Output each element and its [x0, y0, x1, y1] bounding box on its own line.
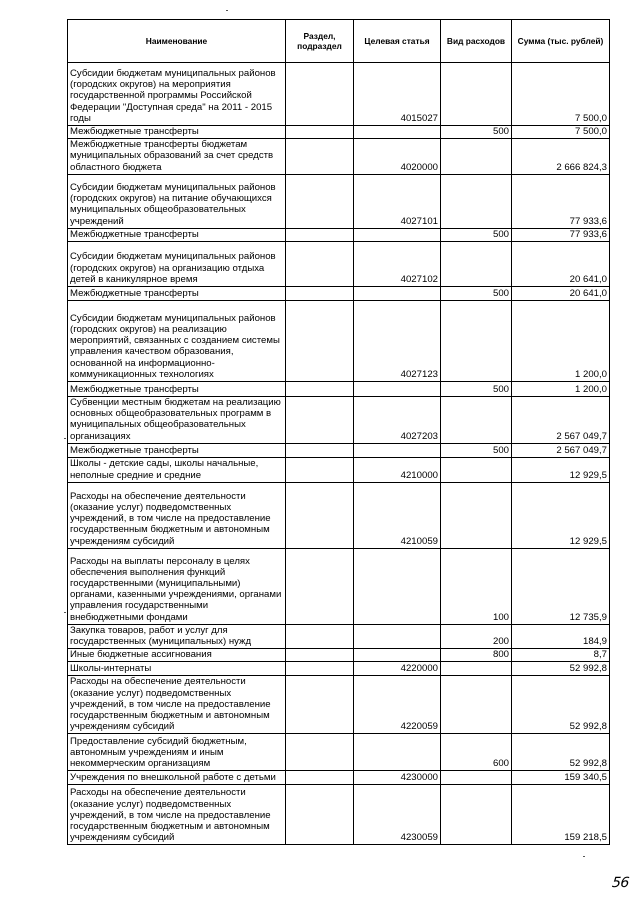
cell-section: [286, 443, 354, 457]
cell-section: [286, 228, 354, 241]
header-sum: Сумма (тыс. рублей): [512, 20, 610, 63]
cell-name: Межбюджетные трансферты: [68, 443, 286, 457]
cell-name: Расходы на обеспечение деятельности (оказание услуг) подведомственных учреждений, в том числе на предоставление государственным бюджетным и автономным учреждениям субсидий: [68, 785, 286, 845]
cell-target: [354, 548, 441, 624]
cell-kind: [441, 482, 512, 548]
cell-sum: 7 500,0: [512, 126, 610, 139]
cell-kind: [441, 63, 512, 126]
table-row: [68, 397, 610, 444]
table-row: [68, 662, 610, 676]
cell-sum: 1 200,0: [512, 382, 610, 397]
table-row: [68, 457, 610, 482]
cell-section: [286, 649, 354, 662]
cell-section: [286, 785, 354, 845]
cell-name: Межбюджетные трансферты бюджетам муниципальных образований за счет средств областного бюджета: [68, 139, 286, 175]
cell-target: 4230059: [354, 785, 441, 845]
table-row: [68, 63, 610, 126]
cell-sum: 2 666 824,3: [512, 139, 610, 175]
cell-target: [354, 443, 441, 457]
cell-name: Межбюджетные трансферты: [68, 228, 286, 241]
table-row: [68, 649, 610, 662]
cell-section: [286, 126, 354, 139]
cell-sum: 12 929,5: [512, 482, 610, 548]
cell-section: [286, 301, 354, 382]
cell-target: 4230000: [354, 771, 441, 785]
cell-target: 4027203: [354, 397, 441, 444]
cell-target: [354, 228, 441, 241]
cell-kind: [441, 662, 512, 676]
cell-section: [286, 397, 354, 444]
cell-sum: 159 218,5: [512, 785, 610, 845]
header-section: Раздел, подраздел: [286, 20, 354, 63]
cell-kind: [441, 457, 512, 482]
cell-name: Субсидии бюджетам муниципальных районов (городских округов) на организацию отдыха детей в каникулярное время: [68, 242, 286, 287]
cell-kind: 100: [441, 548, 512, 624]
cell-target: [354, 649, 441, 662]
cell-section: [286, 63, 354, 126]
table-row: [68, 287, 610, 301]
table-row: [68, 126, 610, 139]
cell-name: Субсидии бюджетам муниципальных районов (городских округов) на мероприятия государственной программы Российской Федерации "Доступная среда" на 2011 - 2015 годы: [68, 63, 286, 126]
cell-kind: 200: [441, 624, 512, 648]
cell-target: [354, 287, 441, 301]
cell-section: [286, 242, 354, 287]
cell-sum: 52 992,8: [512, 662, 610, 676]
table-row: [68, 382, 610, 397]
cell-name: Межбюджетные трансферты: [68, 382, 286, 397]
cell-target: [354, 126, 441, 139]
cell-kind: 500: [441, 382, 512, 397]
scan-speck: [64, 612, 66, 613]
cell-section: [286, 662, 354, 676]
cell-section: [286, 287, 354, 301]
cell-sum: 77 933,6: [512, 174, 610, 228]
cell-sum: 7 500,0: [512, 63, 610, 126]
cell-target: [354, 382, 441, 397]
cell-name: Межбюджетные трансферты: [68, 126, 286, 139]
cell-kind: [441, 676, 512, 734]
cell-kind: 500: [441, 228, 512, 241]
cell-section: [286, 771, 354, 785]
cell-target: 4210059: [354, 482, 441, 548]
scan-speck: [583, 856, 585, 857]
cell-target: 4220000: [354, 662, 441, 676]
cell-name: Субсидии бюджетам муниципальных районов (городских округов) на реализацию мероприятий, связанных с созданием системы управления качеством образования, основанной на информационно-коммуникационных технологиях: [68, 301, 286, 382]
cell-section: [286, 734, 354, 771]
cell-sum: 184,9: [512, 624, 610, 648]
cell-name: Расходы на обеспечение деятельности (оказание услуг) подведомственных учреждений, в том числе на предоставление государственным бюджетным и автономным учреждениям субсидий: [68, 482, 286, 548]
table-row: [68, 676, 610, 734]
cell-name: Расходы на выплаты персоналу в целях обеспечения выполнения функций государственными (муниципальными) органами, казенными учреждениями, органами управления государственными внебюджетными фондами: [68, 548, 286, 624]
cell-sum: 12 929,5: [512, 457, 610, 482]
cell-kind: [441, 785, 512, 845]
table-row: [68, 139, 610, 175]
cell-section: [286, 548, 354, 624]
table-row: [68, 174, 610, 228]
cell-kind: 500: [441, 287, 512, 301]
cell-kind: [441, 301, 512, 382]
cell-kind: [441, 174, 512, 228]
cell-kind: [441, 397, 512, 444]
cell-sum: 1 200,0: [512, 301, 610, 382]
cell-name: Субвенции местным бюджетам на реализацию основных общеобразовательных программ в муниципальных общеобразовательных организациях: [68, 397, 286, 444]
header-kind: Вид расходов: [441, 20, 512, 63]
cell-sum: 20 641,0: [512, 287, 610, 301]
table-row: [68, 771, 610, 785]
table-row: [68, 443, 610, 457]
cell-sum: 52 992,8: [512, 734, 610, 771]
cell-name: Предоставление субсидий бюджетным, автономным учреждениям и иным некоммерческим организациям: [68, 734, 286, 771]
cell-section: [286, 624, 354, 648]
header-name: Наименование: [68, 20, 286, 63]
cell-name: Закупка товаров, работ и услуг для государственных (муниципальных) нужд: [68, 624, 286, 648]
cell-target: 4210000: [354, 457, 441, 482]
cell-sum: 77 933,6: [512, 228, 610, 241]
cell-section: [286, 457, 354, 482]
cell-section: [286, 174, 354, 228]
cell-target: [354, 734, 441, 771]
table-row: [68, 482, 610, 548]
table-row: [68, 785, 610, 845]
cell-target: 4027102: [354, 242, 441, 287]
cell-name: Расходы на обеспечение деятельности (оказание услуг) подведомственных учреждений, в том числе на предоставление государственным бюджетным и автономным учреждениям субсидий: [68, 676, 286, 734]
cell-sum: 2 567 049,7: [512, 443, 610, 457]
table-row: [68, 228, 610, 241]
table-row: [68, 624, 610, 648]
cell-section: [286, 676, 354, 734]
cell-sum: 8,7: [512, 649, 610, 662]
cell-section: [286, 382, 354, 397]
cell-kind: 500: [441, 443, 512, 457]
cell-sum: 52 992,8: [512, 676, 610, 734]
cell-name: Иные бюджетные ассигнования: [68, 649, 286, 662]
cell-target: 4220059: [354, 676, 441, 734]
cell-sum: 2 567 049,7: [512, 397, 610, 444]
cell-section: [286, 482, 354, 548]
table-row: [68, 734, 610, 771]
cell-kind: 500: [441, 126, 512, 139]
cell-target: 4027101: [354, 174, 441, 228]
page-number: 56: [611, 875, 630, 891]
cell-name: Межбюджетные трансферты: [68, 287, 286, 301]
cell-kind: [441, 139, 512, 175]
budget-table: [67, 19, 610, 845]
cell-sum: 12 735,9: [512, 548, 610, 624]
table-row: [68, 301, 610, 382]
table-row: [68, 548, 610, 624]
scan-speck: [226, 10, 228, 11]
cell-sum: 159 340,5: [512, 771, 610, 785]
cell-section: [286, 139, 354, 175]
cell-name: Учреждения по внешкольной работе с детьми: [68, 771, 286, 785]
table-body: [68, 63, 610, 845]
cell-target: 4015027: [354, 63, 441, 126]
table-row: [68, 242, 610, 287]
cell-kind: 800: [441, 649, 512, 662]
header-target: Целевая статья: [354, 20, 441, 63]
cell-kind: [441, 771, 512, 785]
table-header-row: [68, 20, 610, 63]
cell-sum: 20 641,0: [512, 242, 610, 287]
cell-name: Школы - детские сады, школы начальные, неполные средние и средние: [68, 457, 286, 482]
cell-kind: 600: [441, 734, 512, 771]
cell-name: Субсидии бюджетам муниципальных районов (городских округов) на питание обучающихся муниципальных общеобразовательных учреждений: [68, 174, 286, 228]
cell-target: [354, 624, 441, 648]
scan-speck: [64, 438, 66, 439]
cell-name: Школы-интернаты: [68, 662, 286, 676]
cell-target: 4020000: [354, 139, 441, 175]
cell-target: 4027123: [354, 301, 441, 382]
cell-kind: [441, 242, 512, 287]
